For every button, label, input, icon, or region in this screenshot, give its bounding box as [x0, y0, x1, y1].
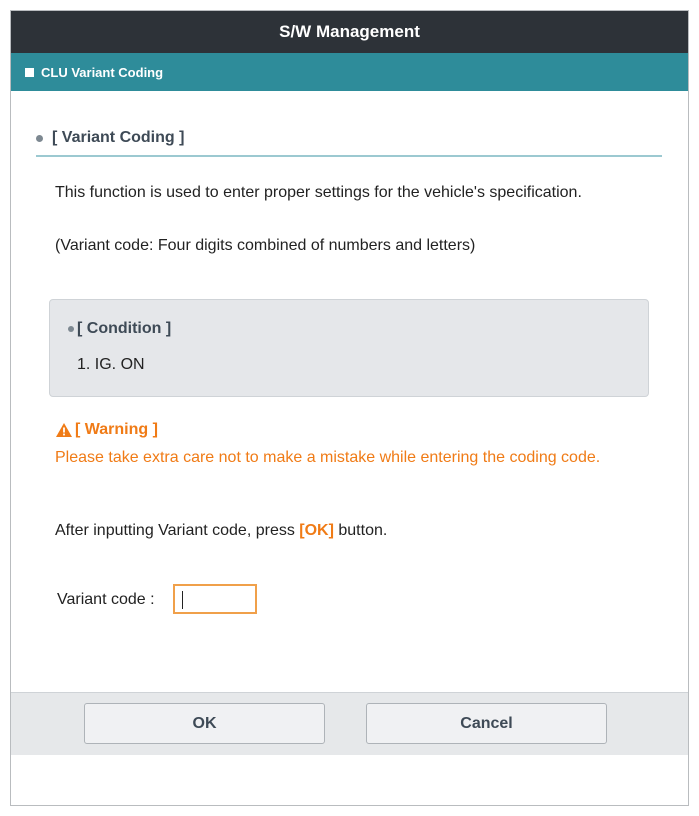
warning-text: Please take extra care not to make a mistake while entering the coding code. [55, 449, 601, 466]
instruction-before: After inputting Variant code, press [55, 522, 300, 539]
condition-item: 1. IG. ON [77, 356, 145, 373]
section-title-text: [ Variant Coding ] [52, 129, 185, 146]
button-footer [11, 692, 688, 755]
title-bar [11, 11, 688, 53]
window-title: S/W Management [279, 22, 420, 41]
warning-title-text: [ Warning ] [75, 421, 158, 438]
instruction-after: button. [333, 522, 388, 539]
square-bullet-icon [25, 68, 34, 77]
variant-code-label: Variant code : [57, 591, 155, 608]
bullet-icon [68, 326, 74, 332]
condition-box [49, 299, 649, 397]
warning-title [55, 421, 158, 439]
sub-header-label: CLU Variant Coding [41, 64, 164, 80]
content-area [11, 91, 688, 755]
bullet-icon [36, 135, 43, 142]
ok-button[interactable]: OK [84, 703, 325, 744]
section-title [36, 129, 662, 157]
variant-code-input[interactable] [173, 584, 257, 614]
sw-management-window [10, 10, 689, 806]
section-note: (Variant code: Four digits combined of numbers and letters) [55, 237, 476, 254]
instruction-text [55, 522, 387, 540]
text-caret [182, 591, 183, 609]
section-description: This function is used to enter proper settings for the vehicle's specification. [55, 184, 582, 201]
condition-title-text: [ Condition ] [77, 320, 172, 337]
sub-header [11, 53, 688, 91]
warning-triangle-icon [55, 422, 73, 438]
cancel-button[interactable]: Cancel [366, 703, 607, 744]
instruction-ok-highlight: [OK] [299, 522, 334, 539]
condition-title [68, 320, 171, 338]
